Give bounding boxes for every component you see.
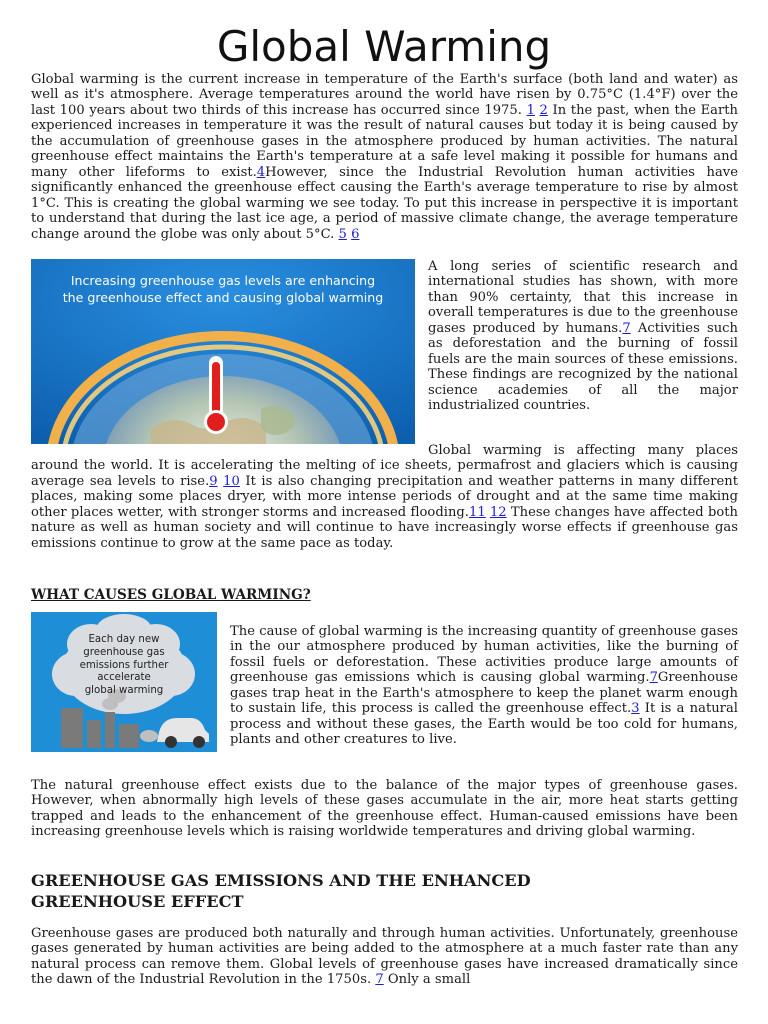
ref-link-7[interactable]: 7 xyxy=(622,320,631,336)
ref-link-2[interactable]: 2 xyxy=(539,102,548,118)
effects-text-2: It is also changing precipitation and weather patterns in many different places, making some places dryer, with more intense periods of drought and at the same time making other places wetter, with stronger storms and increased flooding. xyxy=(31,473,738,520)
figure2-text xyxy=(61,634,187,698)
ref-link-7c[interactable]: 7 xyxy=(375,972,384,988)
ref-link-11[interactable]: 11 xyxy=(468,504,486,520)
emissions-text-1: Greenhouse gases are produced both naturally and through human activities. Unfortunately, greenhouse gases generated by human activities are being added to the atmosphere at a much faster rate than any natural process can remove them. Global levels of greenhouse gases have increased dramatically since the dawn of the Industrial Revolution in the 1750s. xyxy=(31,926,738,988)
ref-link-6[interactable]: 6 xyxy=(351,226,360,242)
figure2-line-3: emissions further xyxy=(79,659,169,671)
intro-paragraph xyxy=(31,72,738,242)
ref-link-3[interactable]: 3 xyxy=(631,701,640,717)
page-title: Global Warming xyxy=(216,22,552,71)
greenhouse-effect-figure xyxy=(31,259,415,444)
emissions-figure xyxy=(31,612,217,752)
heading2-line-1: GREENHOUSE GAS EMISSIONS AND THE ENHANCED xyxy=(31,871,531,890)
thermometer-icon xyxy=(201,356,231,436)
intro-text-2: In the past, when the Earth experienced increases in temperature it was the result of natural causes but today it is being caused by the accumulation of greenhouse gases in the atmosphere produced by human activities. The natural greenhouse effect maintains the Earth's temperature at a safe level making it possible for humans and many other lifeforms to exist. xyxy=(31,102,739,180)
ref-link-4[interactable]: 4 xyxy=(256,164,266,180)
heading2-line-2: GREENHOUSE EFFECT xyxy=(31,892,244,911)
ref-link-7b[interactable]: 7 xyxy=(649,670,658,686)
ref-link-1[interactable]: 1 xyxy=(526,102,535,118)
natural-effect-paragraph: The natural greenhouse effect exists due to the balance of the major types of greenhouse gases. However, when abnormally high levels of these gases accumulate in the air, more heat starts getting trapped and leads to the enhancement of the greenhouse effect. Human-caused emissions have been increasing greenhouse levels which is raising worldwide temperatures and driving global warming. xyxy=(31,778,738,840)
figure1-caption-1: Increasing greenhouse gas levels are enhancing xyxy=(70,273,376,288)
ref-link-5[interactable]: 5 xyxy=(338,226,347,242)
causes-text-2: Greenhouse gases trap heat in the Earth's atmosphere to keep the planet warm enough to sustain life, this process is called the greenhouse effect. xyxy=(230,670,738,717)
emissions-paragraph xyxy=(31,926,738,988)
causes-paragraph xyxy=(230,624,738,748)
effects-text-3: These changes have affected both nature as well as human society and will continue to have increasingly worse effects if greenhouse gas emissions continue to grow at the same pace as today. xyxy=(31,504,738,551)
intro-text-1: Global warming is the current increase in temperature of the Earth's surface (both land and water) as well as it's atmosphere. Average temperatures around the world have risen by 0.75°C (1.4°F) over the last 100 years about two thirds of this increase has occurred since 1975. xyxy=(31,72,738,118)
research-text-2: Activities such as deforestation and the burning of fossil fuels are the main sources of these emissions. These findings are recognized by the national science academies of all the major industrialized countries. xyxy=(428,320,738,414)
research-text-1: A long series of scientific research and international studies has shown, with more than 90% certainty, that this increase in overall temperatures is due to the greenhouse gases produced by humans. xyxy=(428,259,738,336)
ref-link-9[interactable]: 9 xyxy=(209,473,218,489)
figure2-line-2: greenhouse gas xyxy=(83,646,165,658)
causes-text-1: The cause of global warming is the increasing quantity of greenhouse gases in the our atmosphere produced by human activities, like the burning of fossil fuels or deforestation. These activities produce large amounts of greenhouse gas emissions which is causing global warming. xyxy=(230,624,738,686)
research-paragraph xyxy=(428,259,738,414)
figure2-line-4: accelerate xyxy=(97,672,151,684)
effects-text-1: Global warming is affecting many places around the world. It is accelerating the melting of ice sheets, permafrost and glaciers which is causing average sea levels to rise. xyxy=(31,443,738,489)
ref-link-12[interactable]: 12 xyxy=(489,504,507,520)
section-heading-emissions xyxy=(31,870,531,912)
emissions-text-2: Only a small xyxy=(383,972,471,988)
figure2-line-5: global warming xyxy=(84,685,164,697)
figure2-line-1: Each day new xyxy=(88,634,160,645)
section-heading-causes: WHAT CAUSES GLOBAL WARMING? xyxy=(31,587,311,603)
causes-text-3: It is a natural process and without these gases, the Earth would be too cold for humans, plants and other creatures to live. xyxy=(230,701,738,748)
figure1-caption-2: the greenhouse effect and causing global warming xyxy=(62,290,384,305)
intro-text-3: However, since the Industrial Revolution human activities have significantly enhanced the greenhouse effect causing the Earth's average temperature to rise by almost 1°C. This is creating the global warming we see today. To put this increase in perspective it is important to understand that during the last ice age, a period of massive climate change, the average temperature change around the globe was only about 5°C. xyxy=(31,164,738,242)
effects-paragraph xyxy=(31,443,738,551)
ref-link-10[interactable]: 10 xyxy=(223,473,240,489)
